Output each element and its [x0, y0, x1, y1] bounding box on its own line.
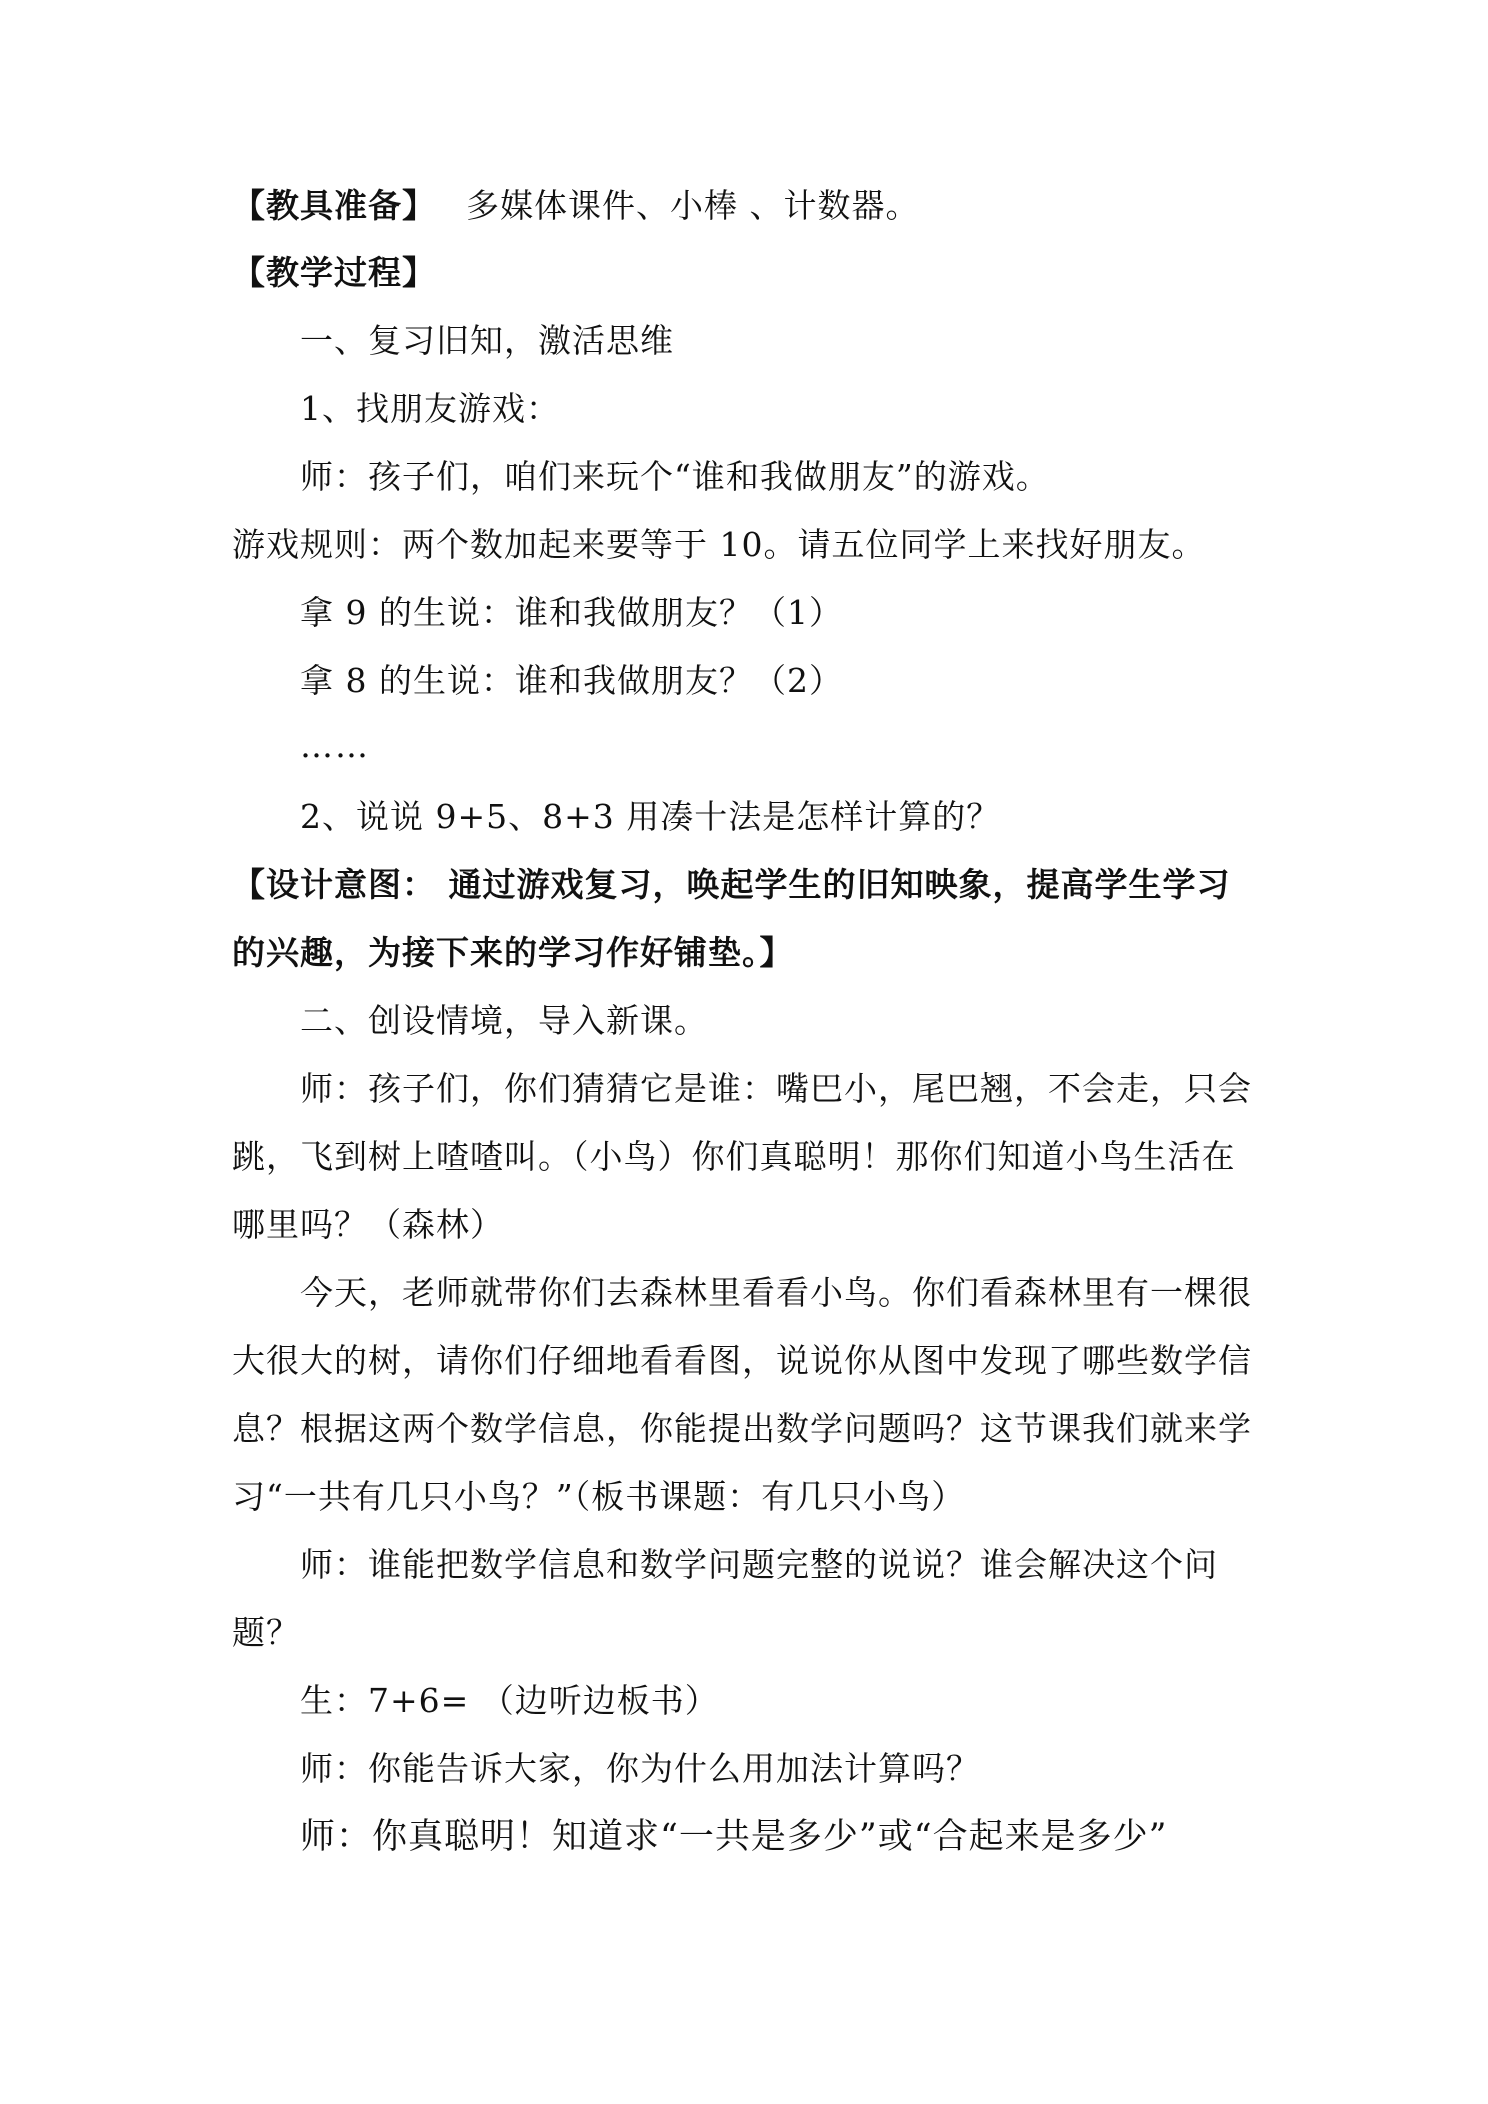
riddle-line-2: 跳，飞到树上喳喳叫。（小鸟）你们真聪明！那你们知道小鸟生活在	[232, 1137, 1236, 1176]
why-addition-question: 师：你能告诉大家，你为什么用加法计算吗？	[300, 1749, 980, 1788]
teacher-game-intro: 师：孩子们，咱们来玩个“谁和我做朋友”的游戏。	[300, 457, 1050, 496]
item-2-title: 2、说说 9+5、8+3 用凑十法是怎样计算的？	[300, 797, 1001, 836]
student-with-9: 拿 9 的生说：谁和我做朋友？（1）	[300, 593, 843, 632]
teaching-process-heading: 【教学过程】	[232, 253, 436, 292]
teaching-aids-text: 多媒体课件、小棒 、计数器。	[466, 186, 920, 225]
ellipsis: ……	[300, 726, 370, 765]
today-line-1: 今天，老师就带你们去森林里看看小鸟。你们看森林里有一棵很	[300, 1273, 1252, 1312]
today-line-4: 习“一共有几只小鸟？”（板书课题：有几只小鸟）	[232, 1477, 966, 1516]
game-rule: 游戏规则：两个数加起来要等于 10。请五位同学上来找好朋友。	[232, 525, 1206, 564]
design-intent-line-1: 【设计意图： 通过游戏复习，唤起学生的旧知映象，提高学生学习	[232, 865, 1231, 904]
design-intent-line-2: 的兴趣，为接下来的学习作好铺垫。】	[232, 933, 794, 972]
section-2-title: 二、创设情境，导入新课。	[300, 1001, 708, 1040]
today-line-3: 息？根据这两个数学信息，你能提出数学问题吗？这节课我们就来学	[232, 1409, 1252, 1448]
teaching-aids-label: 【教具准备】	[232, 186, 436, 225]
section-1-title: 一、复习旧知，激活思维	[300, 321, 674, 360]
student-answer: 生：7+6= （边听边板书）	[300, 1681, 719, 1720]
riddle-line-3: 哪里吗？（森林）	[232, 1205, 504, 1244]
today-line-2: 大很大的树，请你们仔细地看看图，说说你从图中发现了哪些数学信	[232, 1341, 1252, 1380]
riddle-line-1: 师：孩子们，你们猜猜它是谁：嘴巴小，尾巴翘，不会走，只会	[300, 1069, 1252, 1108]
smart-remark: 师：你真聪明！知道求“一共是多少”或“合起来是多少”	[300, 1817, 1168, 1857]
item-1-title: 1、找朋友游戏：	[300, 389, 560, 428]
teaching-aids-line	[232, 184, 1272, 228]
student-with-8: 拿 8 的生说：谁和我做朋友？（2）	[300, 661, 843, 700]
who-can-line-1: 师：谁能把数学信息和数学问题完整的说说？谁会解决这个问	[300, 1545, 1218, 1584]
who-can-line-2: 题？	[232, 1613, 300, 1652]
